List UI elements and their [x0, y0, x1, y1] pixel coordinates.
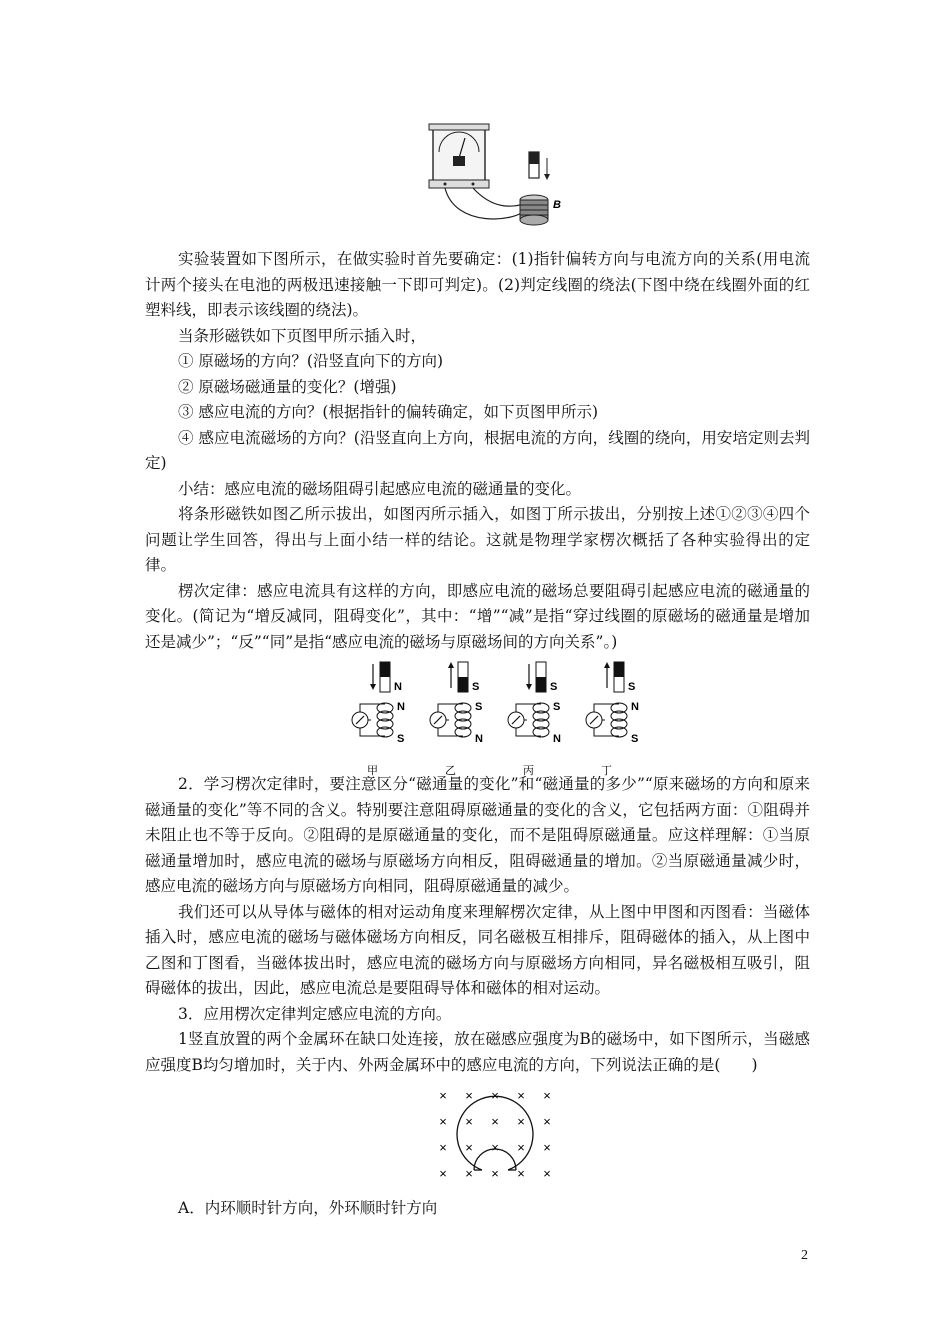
coil-pole-label: S	[397, 733, 405, 745]
field-mark: ×	[465, 1114, 473, 1129]
arrowhead-icon	[448, 662, 454, 668]
panel-caption: 甲	[367, 764, 378, 777]
magnet-pole	[536, 677, 546, 692]
exercise-question: 1竖直放置的两个金属环在缺口处连接，放在磁感应强度为B的磁场中，如下图所示，当磁感应强度B均匀增加时，关于内、外两金属环中的感应电流的方向，下列说法正确的是( )	[145, 1030, 810, 1074]
field-mark: ×	[543, 1140, 551, 1155]
paragraph: 将条形磁铁如图乙所示拔出，如图丙所示插入，如图丁所示拔出，分别按上述①②③④四个问题让学生回答，得出与上面小结一样的结论。这就是物理学家楞次概括了各种实验得出的定律。	[145, 505, 810, 574]
page-number: 2	[801, 1248, 808, 1263]
panel	[508, 662, 561, 777]
panel-caption: 丁	[601, 764, 612, 777]
field-mark: ×	[439, 1088, 447, 1103]
magnet-pole-label: S	[550, 681, 558, 693]
summary: 小结：感应电流的磁场阻碍引起感应电流的磁通量的变化。	[178, 479, 582, 498]
arrowhead-icon	[370, 684, 376, 690]
coil-pole-label: S	[631, 733, 639, 745]
panel-caption: 乙	[445, 764, 456, 777]
panel	[430, 662, 483, 777]
paragraph: 当条形磁铁如下页图甲所示插入时，	[178, 326, 427, 345]
field-mark: ×	[465, 1088, 473, 1103]
field-mark: ×	[517, 1088, 525, 1103]
magnet-pole-label: N	[394, 681, 402, 693]
field-mark: ×	[439, 1140, 447, 1155]
text-block-b	[145, 772, 810, 1078]
field-mark: ×	[491, 1088, 499, 1103]
coil-pole-label: S	[553, 701, 561, 713]
coil-pole-label: N	[631, 701, 639, 713]
outer-ring	[457, 1096, 533, 1170]
text-block-a	[145, 247, 810, 655]
panel-caption: 丙	[523, 764, 534, 777]
coil-pole-label: N	[553, 733, 561, 745]
option-a: A．内环顺时针方向，外环顺时针方向	[178, 1199, 438, 1217]
field-mark: ×	[439, 1114, 447, 1129]
magnet-pole	[458, 677, 468, 692]
field-label-b: B	[553, 199, 561, 211]
field-mark: ×	[465, 1140, 473, 1155]
coil-pole-label: S	[475, 701, 483, 713]
question-item: ② 原磁场磁通量的变化？(增强)	[178, 377, 397, 396]
lenz-law-statement: 楞次定律：感应电流具有这样的方向，即感应电流的磁场总要阻碍引起感应电流的磁通量的变化。(简记为“增反减同，阻碍变化”，其中：“增”“减”是指“穿过线圈的原磁场的磁通量是增加还是减少”；“反”“同”是指“感应电流的磁场与原磁场间的方向关系”。)	[145, 581, 810, 651]
field-mark: ×	[517, 1166, 525, 1181]
question-item: ④ 感应电流磁场的方向？(沿竖直向上方向，根据电流的方向，线圈的绕向，用安培定则去判定)	[145, 428, 810, 472]
options-block	[145, 1196, 810, 1222]
panel	[586, 662, 639, 777]
field-mark: ×	[465, 1166, 473, 1181]
paragraph: 实验装置如下图所示，在做实验时首先要确定：(1)指针偏转方向与电流方向的关系(用电流计两个接头在电池的两极迅速接触一下即可判定)。(2)判定线圈的绕法(下图中绕在线圈外面的红塑料线，即表示该线圈的绕法)。	[145, 250, 810, 319]
arrowhead-icon	[604, 662, 610, 668]
field-mark: ×	[517, 1140, 525, 1155]
paragraph: 我们还可以从导体与磁体的相对运动角度来理解楞次定律，从上图中甲图和丙图看：当磁体插入时，感应电流的磁场与磁体磁场方向相反，同名磁极互相排斥，阻碍磁体的插入，从上图中乙图和丁图看，当磁体拔出时，感应电流的磁场方向与原磁场方向相同，异名磁极相互吸引，阻碍磁体的拔出，因此，感应电流总是要阻碍导体和磁体的相对运动。	[145, 902, 810, 997]
magnet-pole	[614, 662, 624, 677]
magnet-coil-panels-figure	[345, 660, 645, 778]
field-mark: ×	[491, 1140, 499, 1155]
coil-pole-label: N	[475, 733, 483, 745]
section-heading: 3．应用楞次定律判定感应电流的方向。	[178, 1004, 452, 1023]
field-mark: ×	[517, 1114, 525, 1129]
galvanometer-coil-figure	[425, 118, 565, 230]
question-item: ① 原磁场的方向？(沿竖直向下的方向)	[178, 352, 444, 370]
field-mark: ×	[491, 1114, 499, 1129]
magnet-pole-label: S	[472, 681, 480, 693]
coil-pole-label: N	[397, 701, 405, 713]
magnet-pole-label: S	[628, 681, 636, 693]
field-mark: ×	[439, 1166, 447, 1181]
question-item: ③ 感应电流的方向？(根据指针的偏转确定，如下页图甲所示)	[178, 403, 599, 421]
field-mark: ×	[543, 1088, 551, 1103]
arrowhead-icon	[526, 684, 532, 690]
panel	[352, 662, 405, 777]
metal-rings-field-figure	[430, 1086, 560, 1186]
galvanometer-box	[433, 128, 485, 182]
field-mark: ×	[543, 1114, 551, 1129]
field-mark: ×	[491, 1166, 499, 1181]
magnet-pole	[380, 662, 390, 677]
field-mark: ×	[543, 1166, 551, 1181]
paragraph: 2．学习楞次定律时，要注意区分“磁通量的变化”和“磁通量的多少”“原来磁场的方向和原来磁通量的变化”等不同的含义。特别要注意阻碍原磁通量的变化的含义，它包括两方面：①阻碍并未阻止也不等于反向。②阻碍的是原磁通量的变化，而不是阻碍原磁通量。应这样理解：①当原磁通量增加时，感应电流的磁场与原磁场方向相反，阻碍磁通量的增加。②当原磁通量减少时，感应电流的磁场方向与原磁场方向相同，阻碍原磁通量的减少。	[145, 775, 810, 895]
